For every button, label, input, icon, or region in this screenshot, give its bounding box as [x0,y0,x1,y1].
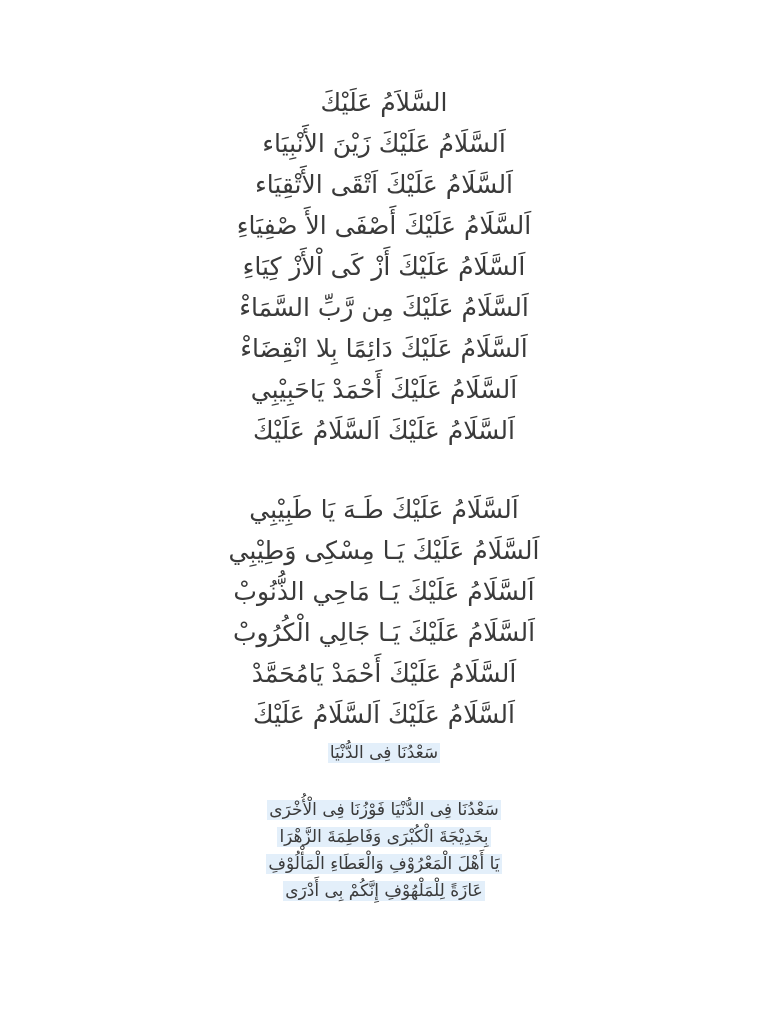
verse-line: اَلسَّلَامُ عَلَيْكَ زَيْنَ الأَنْبِيَاء [262,129,506,158]
highlighted-line-text: عَازَةً لِلْمَلْهُوْفِ إِنَّكُمْ بِى أَدْرَى [285,881,483,901]
highlighted-stanza [0,797,768,905]
verse-line: اَلسَّلَامُ عَلَيْكَ اَلسَّلَامُ عَلَيْكَ [253,700,515,729]
highlighted-line-text: بِخَدِيْجَةَ الْكُبْرَى وَفَاطِمَةَ الزَّهْرَا [279,827,489,847]
verse-line: اَلسَّلَامُ عَلَيْكَ اَتْقَى الأَتْقِيَاء [254,170,514,199]
verse-line: السَّلاَمُ عَلَيْكَ [320,88,448,117]
verse-line: اَلسَّلَامُ عَلَيْكَ دَائِمًا بِلا انْقِضَاءْ [240,334,528,363]
highlighted-line-text: يَا أَهْلَ الْمَعْرُوْفِ وَالْعَطَاءِ الْمَأْلُوْفِ [268,854,500,874]
highlighted-line [0,824,768,851]
highlighted-line [0,878,768,905]
verse-line: اَلسَّلَامُ عَلَيْكَ أَحْمَدْ يَامُحَمَّدْ [251,659,517,688]
verse-line: اَلسَّلَامُ عَلَيْكَ أَحْمَدْ يَاحَبِيْبِي [250,375,518,404]
verse-line: اَلسَّلَامُ عَلَيْكَ أَصْفَى الأَ صْفِيَاءِ [236,211,532,240]
verse-line: اَلسَّلَامُ عَلَيْكَ طَـهَ يَا طَبِيْبِي [249,495,519,524]
highlighted-heading-text: سَعْدُنَا فِى الدُّنْيَا [329,743,439,763]
highlighted-line [0,851,768,878]
verse-line: اَلسَّلَامُ عَلَيْكَ يَـا مِسْكِى وَطِيْبِي [228,536,540,565]
verse-line: اَلسَّلَامُ عَلَيْكَ اَلسَّلَامُ عَلَيْكَ [253,416,515,445]
verse-line: اَلسَّلَامُ عَلَيْكَ أَزْ كَى اْلأَزْ كِيَاءِ [242,252,526,281]
poem-body [0,82,768,905]
verse-line: اَلسَّلَامُ عَلَيْكَ يَـا مَاحِي الذُّنُوبْ [233,577,535,606]
verse-line: اَلسَّلَامُ عَلَيْكَ يَـا جَالِي الْكُرُوبْ [232,618,536,647]
stanza-gap [0,451,768,489]
highlighted-heading [0,741,768,765]
highlighted-line-text: سَعْدُنَا فِى الدُّنْيَا فَوْزُنَا فِى الْأُخْرَى [269,800,499,820]
highlighted-line [0,797,768,824]
verse-line: اَلسَّلَامُ عَلَيْكَ مِن رَّبِّ السَّمَاءْ [239,293,529,322]
